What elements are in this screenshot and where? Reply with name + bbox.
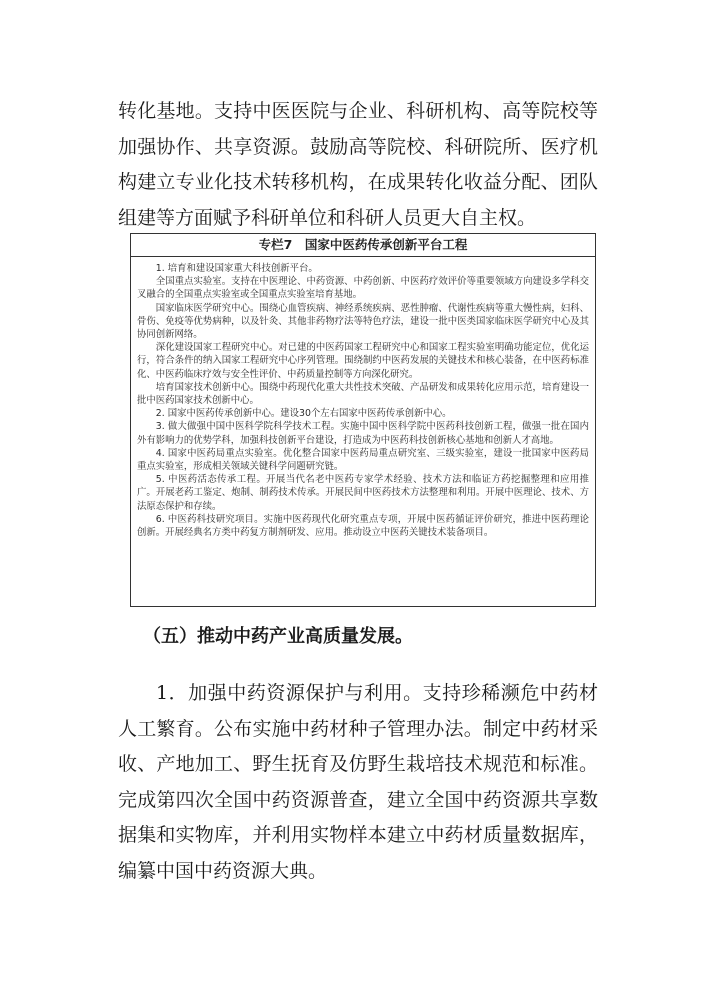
box-item: 全国重点实验室。支持在中医理论、中药资源、中药创新、中医药疗效评价等重要领域方向建设多学科交叉融合的全国重点实验室或全国重点实验室培育基地。	[137, 276, 589, 301]
box-item: 2. 国家中医药传承创新中心。建设30个左右国家中医药传承创新中心。	[155, 408, 452, 420]
box-item: 5. 中医药活态传承工程。开展当代名老中医药专家学术经验、技术方法和临证方药挖掘整理和应用推广。开展老药工鉴定、炮制、制药技术传承。开展民间中医药技术方法整理和利用。开展中医理论、技术、方法原态保护和存续。	[137, 474, 589, 512]
feature-box-body	[131, 257, 595, 539]
box-item: 4. 国家中医药局重点实验室。优化整合国家中医药局重点研究室、三级实验室，建设一批国家中医药局重点实验室，形成相关领域关键科学问题研究链。	[137, 447, 589, 473]
box-item: 1. 培育和建设国家重大科技创新平台。	[155, 263, 318, 274]
box-item: 深化建设国家工程研究中心。对已建的中医药国家工程研究中心和国家工程实验室明确功能定位，优化运行，符合条件的纳入国家工程研究中心序列管理。围绕制约中医药发展的关键技术和核心装备，在中医药标准化、中医药临床疗效与安全性评价、中药质量控制等方向深化研究。	[137, 342, 589, 380]
body-paragraph-bottom: 1．加强中药资源保护与利用。支持珍稀濒危中药材人工繁育。公布实施中药材种子管理办法。制定中药材采收、产地加工、野生抚育及仿野生栽培技术规范和标准。完成第四次全国中药资源普查，建立全国中药资源共享数据集和实物库，并利用实物样本建立中药材质量数据库，编纂中国中药资源大典。	[118, 682, 598, 882]
feature-box-title: 专栏7 国家中医药传承创新平台工程	[131, 234, 595, 257]
box-item: 国家临床医学研究中心。围绕心血管疾病、神经系统疾病、恶性肿瘤、代谢性疾病等重大慢性病，妇科、骨伤、免疫等优势病种，以及针灸、其他非药物疗法等特色疗法，建设一批中医类国家临床医学研究中心及其协同创新网络。	[137, 302, 589, 341]
box-item: 6. 中医药科技研究项目。实施中医药现代化研究重点专项，开展中医药循证评价研究，推进中医药理论创新。开展经典名方类中药复方制剂研发、应用。推动设立中医药关键技术装备项目。	[137, 513, 589, 539]
feature-box	[130, 233, 596, 607]
box-item: 培育国家技术创新中心。围绕中药现代化重大共性技术突破、产品研发和成果转化应用示范，培育建设一批中医药国家技术创新中心。	[137, 381, 589, 407]
box-item: 3. 做大做强中国中医科学院科学技术工程。实施中国中医科学院中医药科技创新工程，做强一批在国内外有影响力的优势学科，加强科技创新平台建设，打造成为中医药科技创新核心基地和创新人才高地。	[137, 421, 589, 446]
body-paragraph-top: 转化基地。支持中医医院与企业、科研机构、高等院校等加强协作、共享资源。鼓励高等院校、科研院所、医疗机构建立专业化技术转移机构，在成果转化收益分配、团队组建等方面赋予科研单位和科研人员更大自主权。	[118, 100, 598, 229]
section-heading: （五）推动中药产业高质量发展。	[143, 626, 413, 647]
